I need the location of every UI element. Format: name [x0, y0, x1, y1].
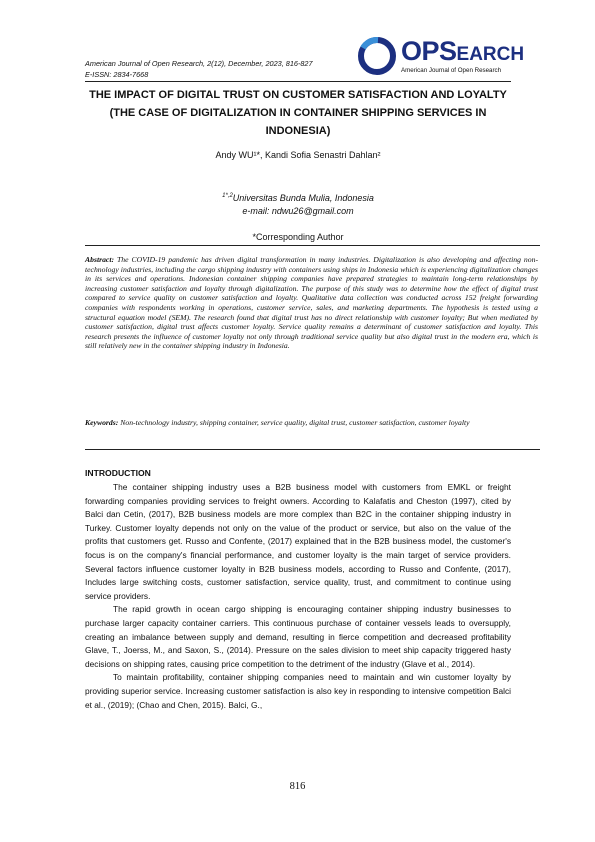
logo-brand-main: OPS: [401, 36, 457, 66]
affiliation-name: Universitas Bunda Mulia, Indonesia: [232, 193, 374, 203]
author-email: e-mail: ndwu26@gmail.com: [242, 206, 354, 216]
article-title: THE IMPACT OF DIGITAL TRUST ON CUSTOMER SATISFACTION AND LOYALTY (THE CASE OF DIGITALIZATION IN CONTAINER SHIPPING SERVICES IN INDONESIA): [89, 89, 507, 137]
abstract-top-divider: [85, 245, 540, 246]
abstract-bottom-divider: [85, 449, 540, 450]
keywords: [85, 418, 538, 428]
keywords-text: Non-technology industry, shipping container, service quality, digital trust, customer satisfaction, customer loyalty: [120, 418, 470, 427]
journal-logo: [356, 36, 528, 80]
article-authors: Andy WU¹*, Kandi Sofia Senastri Dahlan²: [215, 150, 381, 160]
affiliation-line: [85, 190, 511, 205]
abstract-text: The COVID-19 pandemic has driven digital transformation in many industries. Digitalization is also developing and affecting non-technology industries, including the cargo shipping industry with containers using ships in Indonesia which is experiencing digitalization changes in its services and operations. Indonesian container shipping companies have prepared strategies to maintain long-term relationships by increasing customer satisfaction and loyalty through digitalization. The purpose of this study was to determine how the effect of digital trust compared to service quality on customer satisfaction and loyalty. Qualitative data collection was conducted across 152 freight forwarding companies with respondents working in operations, customer service, sales, and marketing departments. The hypothesis is tested using a structural equation model (SEM). The research found that digital trust has no direct relationship with customer loyalty; But when mediated by customer satisfaction, digital trust affects customer loyalty. Service quality remains a determinant of customer satisfaction and loyalty. This research presents the influence of customer loyalty not only through traditional service quality but also digital trust in the modern era, which is still relatively new in the container shipping industry in Indonesia.: [85, 255, 539, 351]
abstract-label: Abstract:: [85, 255, 115, 264]
logo-brand-text: [401, 36, 524, 67]
corresponding-author-note: *Corresponding Author: [252, 232, 344, 242]
author-affiliation-block: [85, 190, 511, 218]
page-number: 816: [289, 781, 306, 792]
header-divider: [85, 81, 511, 82]
body-paragraph: The rapid growth in ocean cargo shipping is encouraging container shipping industry businesses to purchase larger capacity container carriers. This continuous purchase of container vessels leads to oversupply, creating an imbalance between supply and demand, resulting in fierce competition and decreased profitability Glave, T., Joerss, M., and Saxon, S., (2014). Pressure on the sales division to meet ship capacity triggered hasty decisions on shipping rates, causing price competition to the detriment of the industry (Glave et al., 2014).: [85, 604, 511, 669]
magnifier-logo-icon: [356, 36, 400, 80]
journal-header: [85, 58, 313, 80]
journal-eissn: E-ISSN: 2834-7668: [85, 70, 149, 79]
body-paragraph: To maintain profitability, container shipping companies need to maintain and win customer loyalty by providing superior service. Increasing customer satisfaction is also key in responding to intensive competition Balci et al., (2019); (Chao and Chen, 2015). Balci, G.,: [85, 672, 511, 710]
body-paragraph: The container shipping industry uses a B2B business model with customers from EMKL or freight forwarding companies providing services to freight owners. According to Kalafatis and Cheston (1997), cited by Balci dan Cetin, (2017), B2B business models are more complex than B2C in the container shipping industry in Turkey. Customer loyalty depends not only on the value of the product or service, but also on the value of the profits that customers get. Russo and Confente, (2017) explained that in the B2B business model, the customer's focus is on the company's financial performance, and customer loyalty is the main target of service providers. Several factors influence customer loyalty in B2B business models, according to Russo and Confente, (2017), Includes large switching costs, customer satisfaction, service quality, trust, and commitment to continue using service providers.: [85, 482, 511, 601]
abstract: [85, 255, 538, 351]
introduction-body: [85, 481, 511, 712]
journal-citation: American Journal of Open Research, 2(12), December, 2023, 816-827: [85, 59, 313, 68]
keywords-label: Keywords:: [85, 418, 119, 427]
section-heading-introduction: INTRODUCTION: [85, 468, 151, 478]
logo-brand-rest: EARCH: [456, 44, 525, 65]
affiliation-marks: 1*,2: [222, 193, 233, 199]
logo-tagline: American Journal of Open Research: [401, 67, 502, 74]
